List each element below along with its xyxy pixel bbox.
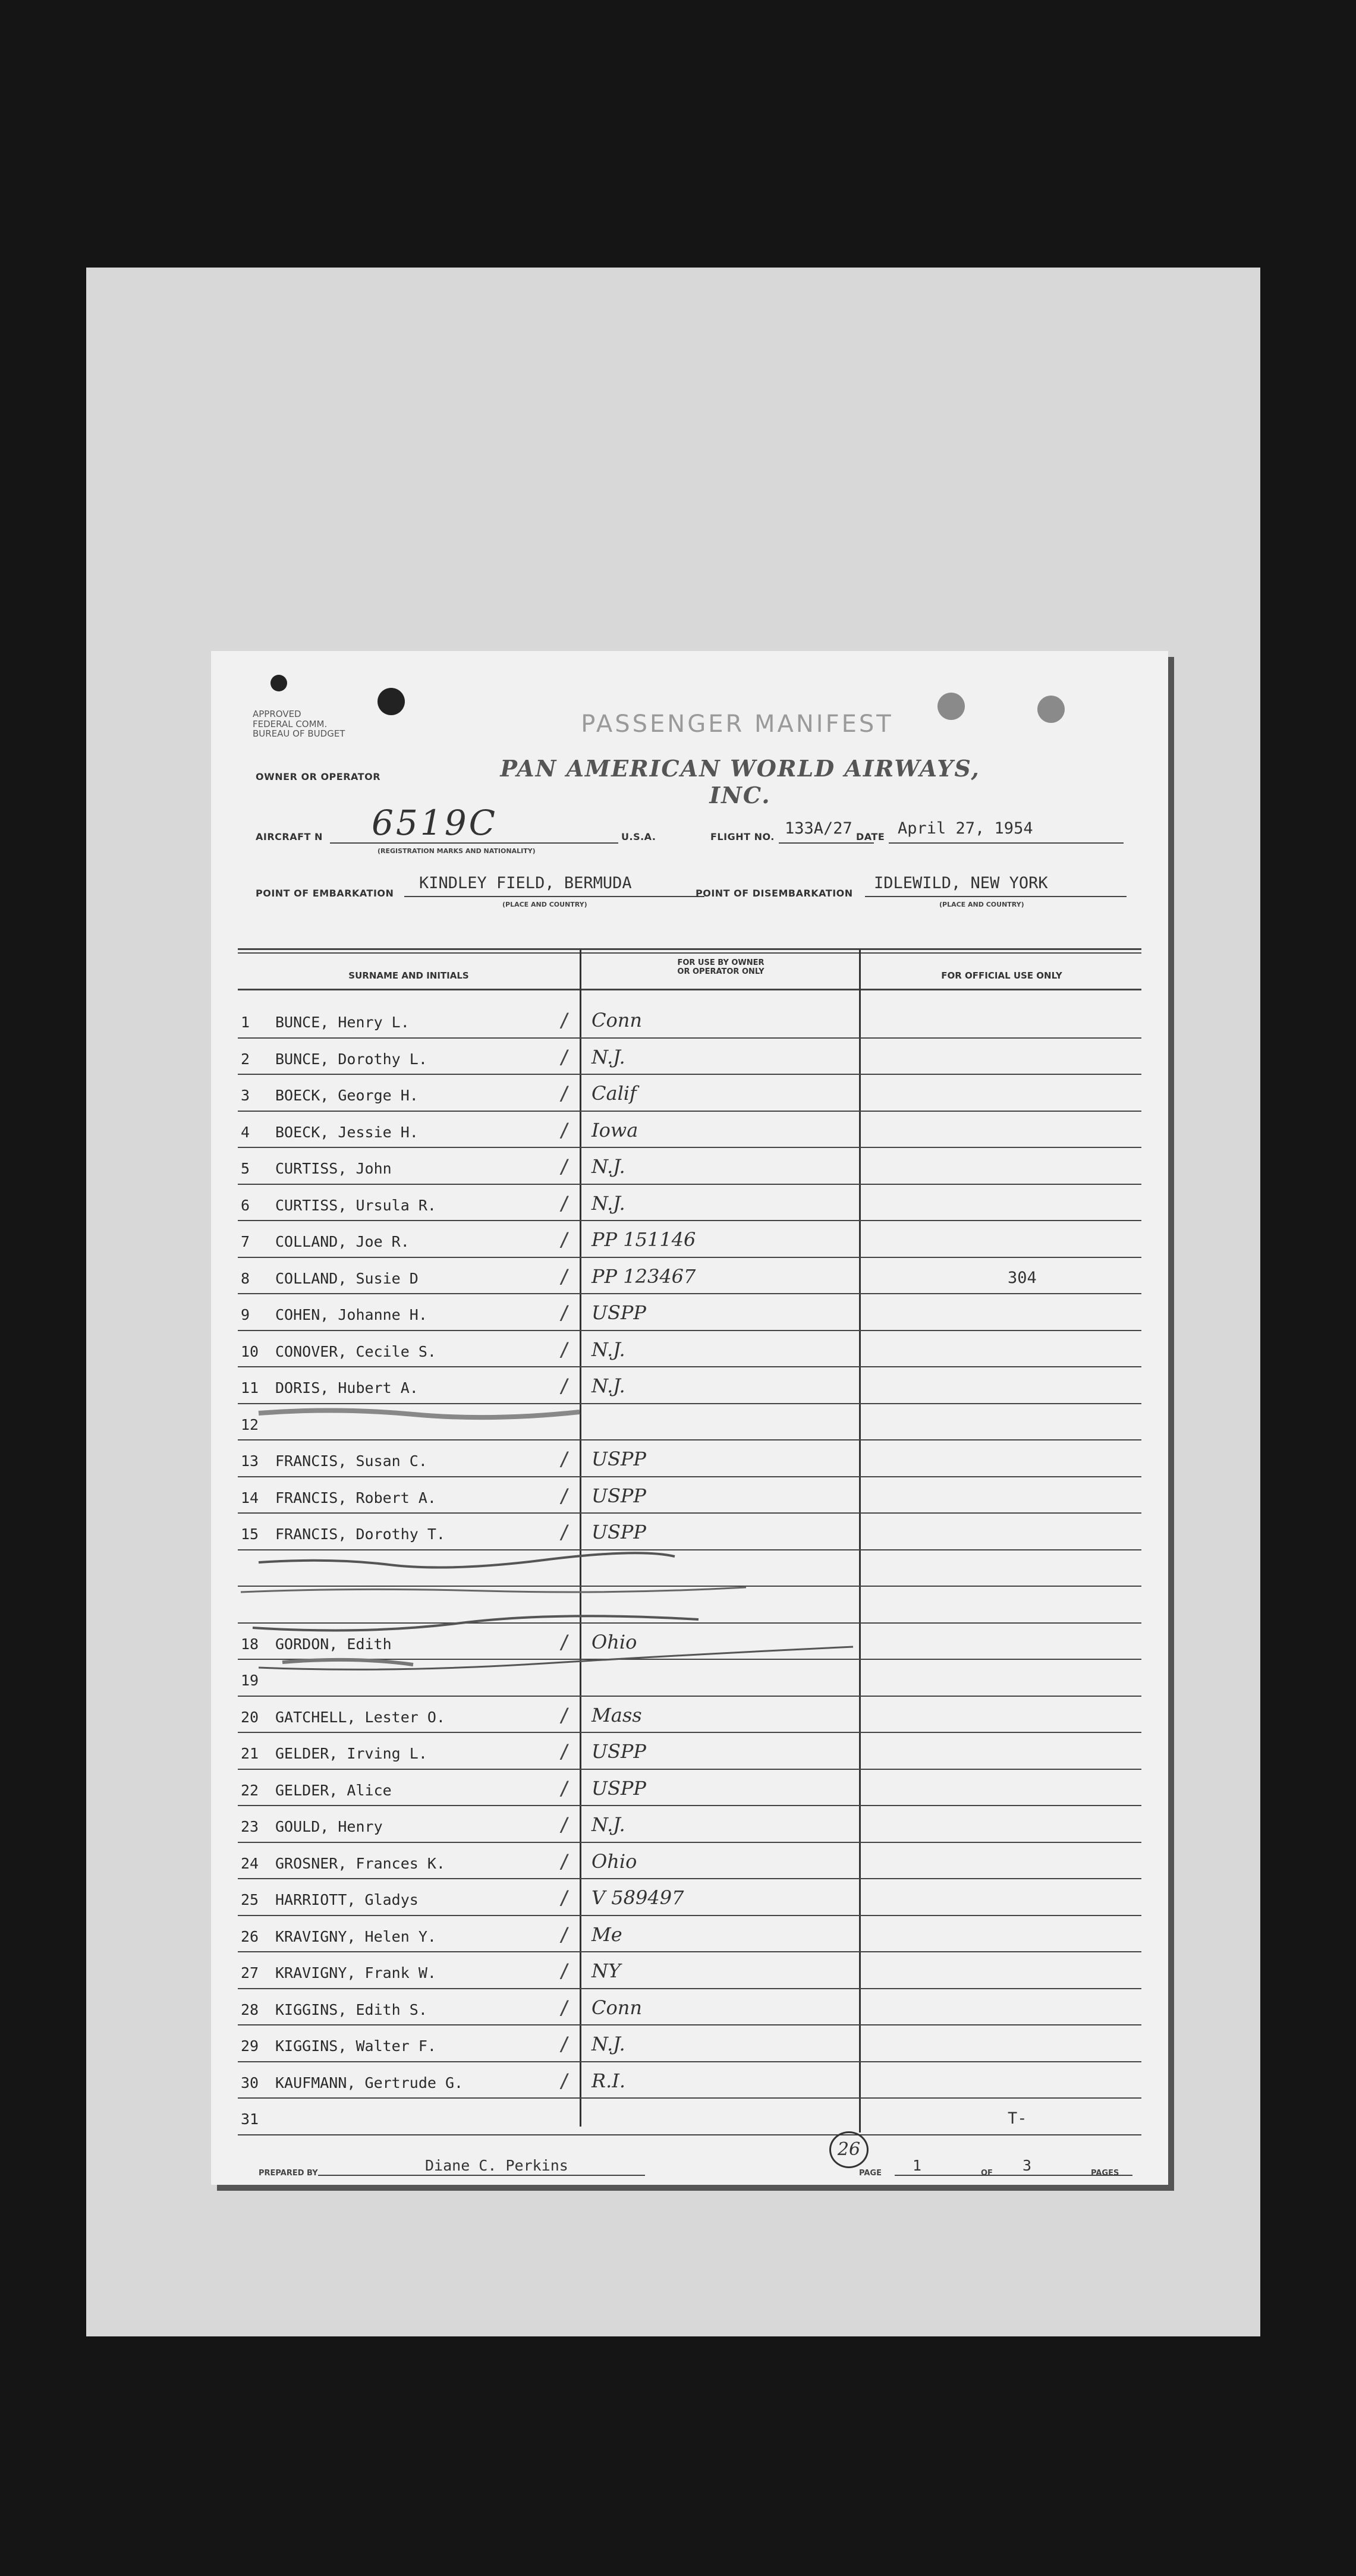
surname-initials: DORIS, Hubert A.	[275, 1379, 419, 1396]
flight-line	[779, 842, 874, 844]
page-value: 1	[913, 2157, 922, 2174]
disembark-sub: (PLACE AND COUNTRY)	[939, 901, 1024, 908]
check-mark: /	[559, 1155, 571, 1178]
embark-value: KINDLEY FIELD, BERMUDA	[419, 874, 632, 892]
check-mark: /	[559, 1191, 571, 1215]
surname-initials: KRAVIGNY, Helen Y.	[275, 1927, 436, 1945]
check-mark: /	[559, 1265, 571, 1288]
row-number: 10	[241, 1342, 259, 1360]
col-header-operator: FOR USE BY OWNER OR OPERATOR ONLY	[677, 958, 764, 976]
surname-initials: CURTISS, Ursula R.	[275, 1196, 436, 1214]
row-rule	[238, 1842, 1141, 1843]
row-rule	[238, 1439, 1141, 1440]
surname-initials: KIGGINS, Edith S.	[275, 2001, 427, 2018]
check-mark: /	[559, 1118, 571, 1141]
row-number: 21	[241, 1745, 259, 1762]
official-entry: T-	[1008, 2109, 1027, 2128]
form-title: PASSENGER MANIFEST	[581, 710, 893, 738]
operator-entry: V 589497	[592, 1886, 684, 1909]
approval-stamp: APPROVED FEDERAL COMM. BUREAU OF BUDGET	[253, 709, 345, 739]
passenger-name	[241, 1489, 436, 1506]
row-number: 8	[241, 1269, 250, 1287]
operator-entry: USPP	[592, 1521, 646, 1543]
row-number: 3	[241, 1087, 250, 1104]
check-mark: /	[559, 1923, 571, 1946]
crossed-out-scribble	[247, 1401, 663, 1425]
check-mark: /	[559, 1740, 571, 1763]
passenger-name	[241, 1745, 427, 1762]
pages-label: PAGES	[1091, 2169, 1119, 2178]
row-number: 30	[241, 2074, 259, 2091]
check-mark: /	[559, 1703, 571, 1726]
passenger-name	[241, 1964, 436, 1981]
check-mark: /	[559, 1850, 571, 1873]
disembark-value: IDLEWILD, NEW YORK	[874, 874, 1048, 892]
row-rule	[238, 2061, 1141, 2062]
surname-initials: BUNCE, Dorothy L.	[275, 1050, 427, 1068]
passenger-name	[241, 2074, 463, 2091]
of-value: 3	[1022, 2157, 1032, 2174]
passenger-name	[241, 1014, 410, 1031]
check-mark: /	[559, 1448, 571, 1470]
check-mark: /	[559, 1338, 571, 1361]
passenger-name	[241, 1050, 427, 1068]
check-mark: /	[559, 1045, 571, 1068]
check-mark: /	[559, 1009, 571, 1031]
passenger-name	[241, 1526, 445, 1543]
row-rule	[238, 1293, 1141, 1294]
surname-initials: BUNCE, Henry L.	[275, 1014, 410, 1031]
check-mark: /	[559, 1630, 571, 1653]
row-rule	[238, 2097, 1141, 2099]
operator-entry: Ohio	[592, 1630, 637, 1653]
check-mark: /	[559, 1228, 571, 1251]
row-rule	[238, 1184, 1141, 1185]
aircraft-label: AIRCRAFT N	[256, 831, 323, 842]
check-mark: /	[559, 1776, 571, 1800]
check-mark: /	[559, 1996, 571, 2019]
row-rule	[238, 2024, 1141, 2025]
flight-value: 133A/27	[785, 819, 852, 838]
row-rule	[238, 1732, 1141, 1733]
ink-blot	[270, 675, 287, 691]
surname-initials: GATCHELL, Lester O.	[275, 1708, 445, 1726]
operator-entry: USPP	[592, 1484, 646, 1507]
operator-entry: N.J.	[592, 1191, 625, 1215]
table-header-rule	[238, 989, 1141, 990]
surname-initials: CURTISS, John	[275, 1160, 392, 1177]
row-number: 4	[241, 1123, 250, 1141]
column-divider	[580, 949, 581, 2127]
surname-initials: KIGGINS, Walter F.	[275, 2037, 436, 2055]
operator-entry: USPP	[592, 1776, 646, 1800]
check-mark: /	[559, 2069, 571, 2092]
row-rule	[238, 1988, 1141, 1989]
passenger-name	[241, 2037, 436, 2055]
disembark-line	[865, 896, 1127, 897]
crossed-out-scribble	[235, 1546, 948, 1700]
prepared-label: PREPARED BY	[259, 2169, 318, 2178]
date-label: DATE	[856, 831, 885, 842]
check-mark: /	[559, 1813, 571, 1836]
aircraft-value: 6519C	[372, 803, 498, 843]
surname-initials: GROSNER, Frances K.	[275, 1854, 445, 1872]
aircraft-sub: (REGISTRATION MARKS AND NATIONALITY)	[377, 847, 536, 855]
passenger-name	[241, 1782, 392, 1799]
passenger-name	[241, 1452, 427, 1470]
disembark-label: POINT OF DISEMBARKATION	[696, 888, 853, 899]
row-number: 31	[241, 2111, 259, 2128]
surname-initials: BOECK, Jessie H.	[275, 1123, 419, 1141]
row-rule	[238, 1074, 1141, 1075]
operator-entry: R.I.	[592, 2069, 626, 2092]
operator-entry: Ohio	[592, 1850, 637, 1873]
row-rule	[238, 1915, 1141, 1916]
row-number: 22	[241, 1781, 259, 1799]
embark-line	[404, 896, 704, 897]
row-rule	[238, 1512, 1141, 1514]
check-mark: /	[559, 1886, 571, 1909]
row-rule	[238, 1037, 1141, 1039]
page-label: PAGE	[859, 2169, 882, 2178]
column-divider	[859, 949, 861, 2132]
row-number: 26	[241, 1927, 259, 1945]
operator-entry: Calif	[592, 1082, 637, 1105]
operator-entry: N.J.	[592, 1045, 625, 1068]
check-mark: /	[559, 1521, 571, 1543]
passenger-name	[241, 1343, 436, 1360]
row-number: 15	[241, 1526, 259, 1543]
passenger-name	[241, 1928, 436, 1945]
row-number: 18	[241, 1635, 259, 1653]
row-rule	[238, 1147, 1141, 1148]
row-rule	[238, 1951, 1141, 1952]
surname-initials: GOULD, Henry	[275, 1818, 383, 1835]
passenger-name	[241, 1270, 419, 1287]
operator-entry: PP 151146	[592, 1228, 696, 1251]
passenger-name	[241, 1160, 392, 1177]
passenger-name	[241, 1306, 427, 1323]
row-rule	[238, 1220, 1141, 1221]
surname-initials: FRANCIS, Dorothy T.	[275, 1526, 445, 1543]
row-number: 9	[241, 1306, 250, 1323]
col-header-official: FOR OFFICIAL USE ONLY	[941, 970, 1062, 981]
row-number: 28	[241, 2001, 259, 2018]
table-top-rule	[238, 952, 1141, 954]
passenger-manifest-form	[211, 651, 1168, 2185]
row-rule	[238, 1366, 1141, 1367]
row-number: 20	[241, 1708, 259, 1726]
flight-label: FLIGHT NO.	[710, 831, 775, 842]
row-number: 23	[241, 1818, 259, 1835]
passenger-name	[241, 1197, 436, 1214]
punch-hole	[377, 688, 405, 715]
operator-entry: Iowa	[592, 1118, 638, 1141]
row-number: 2	[241, 1050, 250, 1068]
check-mark: /	[559, 1301, 571, 1324]
passenger-name	[241, 2001, 427, 2018]
surname-initials: FRANCIS, Susan C.	[275, 1452, 427, 1470]
surname-initials: FRANCIS, Robert A.	[275, 1489, 436, 1506]
row-number: 13	[241, 1452, 259, 1470]
check-mark: /	[559, 1484, 571, 1507]
row-rule	[238, 1111, 1141, 1112]
surname-initials: COLLAND, Joe R.	[275, 1233, 410, 1250]
row-number: 24	[241, 1854, 259, 1872]
passenger-name	[241, 1087, 419, 1104]
row-rule	[238, 1476, 1141, 1477]
surname-initials: HARRIOTT, Gladys	[275, 1891, 419, 1908]
prepared-line	[318, 2175, 645, 2176]
surname-initials: KAUFMANN, Gertrude G.	[275, 2074, 464, 2091]
operator-entry: N.J.	[592, 1375, 625, 1397]
check-mark: /	[559, 1959, 571, 1982]
table-top-rule	[238, 948, 1141, 950]
row-rule	[238, 1257, 1141, 1258]
row-number: 6	[241, 1196, 250, 1214]
passenger-name	[241, 1379, 419, 1396]
of-label: OF	[981, 2169, 993, 2178]
operator-entry: N.J.	[592, 2033, 625, 2055]
date-line	[889, 842, 1124, 844]
operator-entry: N.J.	[592, 1155, 625, 1178]
operator-entry: N.J.	[592, 1813, 625, 1836]
surname-initials: GORDON, Edith	[275, 1635, 392, 1653]
operator-entry: Conn	[592, 1009, 642, 1031]
row-number: 27	[241, 1964, 259, 1981]
prepared-value: Diane C. Perkins	[425, 2157, 568, 2174]
operator-entry: USPP	[592, 1740, 646, 1763]
row-rule	[238, 1769, 1141, 1770]
row-rule	[238, 1878, 1141, 1879]
embark-sub: (PLACE AND COUNTRY)	[502, 901, 587, 908]
operator-entry: Conn	[592, 1996, 642, 2019]
operator-entry: Me	[592, 1923, 622, 1946]
surname-initials: COLLAND, Susie D	[275, 1269, 419, 1287]
operator-entry: N.J.	[592, 1338, 625, 1361]
row-number: 5	[241, 1160, 250, 1177]
passenger-name	[241, 1855, 445, 1872]
row-number: 25	[241, 1891, 259, 1908]
circled-page-mark: 26	[829, 2131, 869, 2168]
official-entry: 304	[1008, 1268, 1037, 1287]
surname-initials: KRAVIGNY, Frank W.	[275, 1964, 436, 1981]
punch-hole	[1037, 696, 1065, 723]
check-mark: /	[559, 2033, 571, 2055]
passenger-name	[241, 1891, 419, 1908]
row-rule	[238, 1805, 1141, 1806]
surname-initials: BOECK, George H.	[275, 1087, 419, 1104]
check-mark: /	[559, 1375, 571, 1397]
passenger-name	[241, 1233, 410, 1250]
operator-entry: Mass	[592, 1703, 642, 1726]
passenger-name	[241, 1124, 419, 1141]
col-header-surname: SURNAME AND INITIALS	[348, 970, 469, 981]
date-value: April 27, 1954	[898, 819, 1033, 838]
row-rule	[238, 2134, 1141, 2135]
embark-label: POINT OF EMBARKATION	[256, 888, 394, 899]
operator-entry: USPP	[592, 1448, 646, 1470]
row-number: 14	[241, 1489, 259, 1506]
row-number: 11	[241, 1379, 259, 1396]
row-number: 7	[241, 1233, 250, 1250]
passenger-name	[241, 1709, 445, 1726]
passenger-name	[241, 1818, 383, 1835]
surname-initials: GELDER, Irving L.	[275, 1745, 427, 1762]
usa-label: U.S.A.	[621, 831, 656, 842]
row-rule	[238, 1330, 1141, 1331]
passenger-name	[241, 2111, 275, 2128]
row-number: 1	[241, 1014, 250, 1031]
row-number: 19	[241, 1672, 259, 1689]
row-number: 29	[241, 2037, 259, 2055]
row-number: 12	[241, 1416, 259, 1433]
check-mark: /	[559, 1082, 571, 1105]
surname-initials: COHEN, Johanne H.	[275, 1306, 427, 1323]
owner-label: OWNER OR OPERATOR	[256, 771, 381, 782]
surname-initials: GELDER, Alice	[275, 1781, 392, 1799]
operator-entry: NY	[592, 1959, 621, 1982]
operator-entry: USPP	[592, 1301, 646, 1324]
company-name: PAN AMERICAN WORLD AIRWAYS, INC.	[500, 755, 980, 809]
operator-entry: PP 123467	[592, 1265, 696, 1288]
surname-initials: CONOVER, Cecile S.	[275, 1342, 436, 1360]
